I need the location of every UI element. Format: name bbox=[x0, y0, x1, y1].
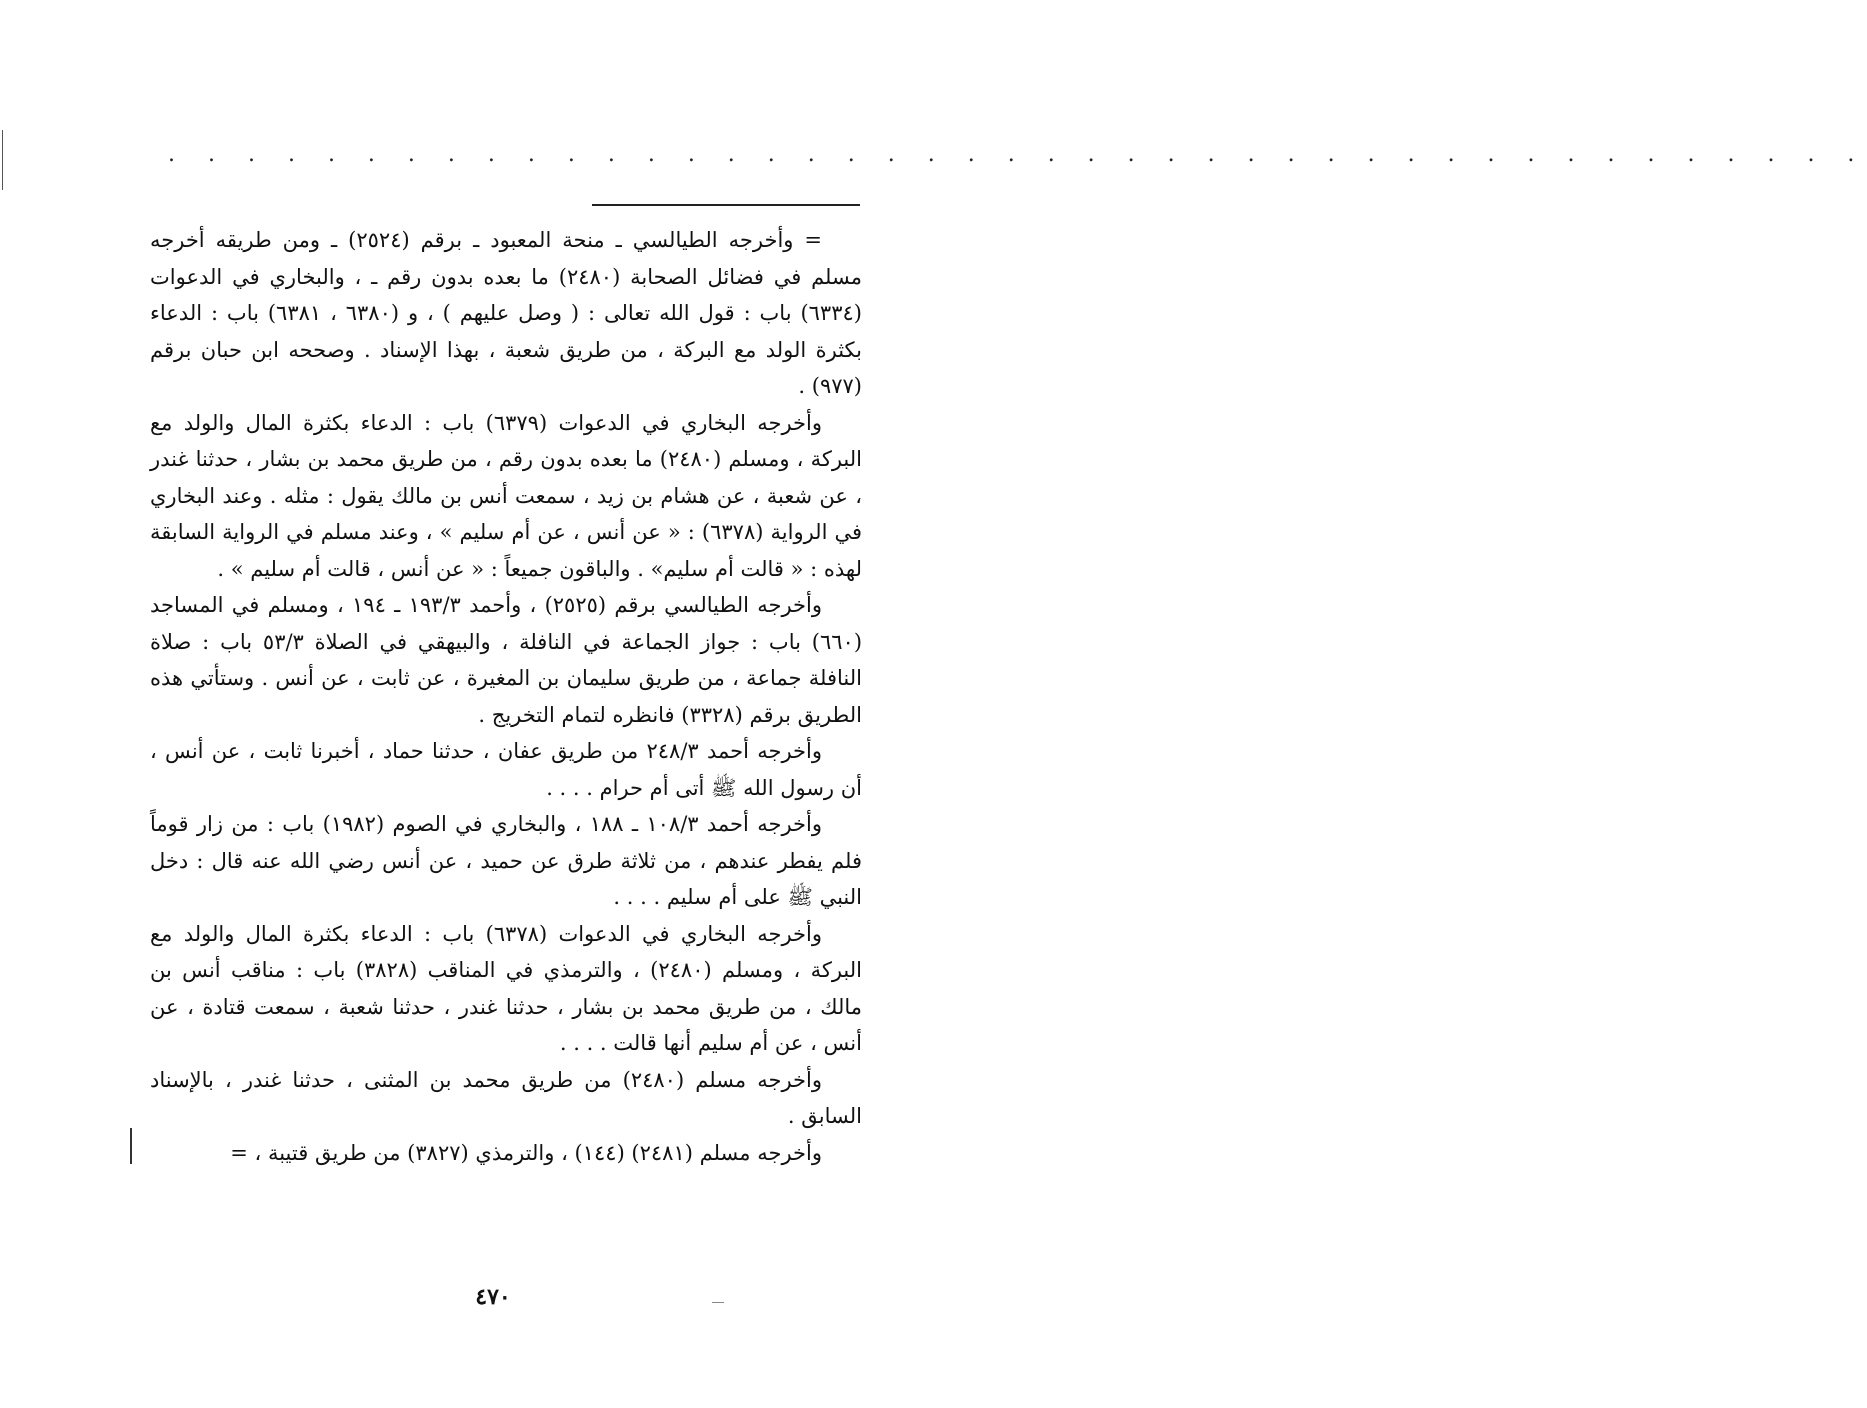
footnote-paragraph: وأخرجه أحمد ١٠٨/٣ ـ ١٨٨ ، والبخاري في الصوم (١٩٨٢) باب : من زار قوماً فلم يفطر عندهم ، من ثلاثة طرق عن حميد ، عن أنس رضي الله عنه قال : دخل النبي ﷺ على أم سليم . . . . bbox=[150, 812, 862, 909]
page-number: ٤٧٠ bbox=[475, 1284, 511, 1310]
separator-dots: . . . . . . . . . . . . . . . . . . . . . . . . . . . . . . . . . . . . . . . . . . . bbox=[168, 142, 1867, 167]
footnotes-block bbox=[150, 222, 862, 1171]
margin-mark bbox=[130, 1128, 132, 1164]
footnote-paragraph: وأخرجه البخاري في الدعوات (٦٣٧٩) باب : الدعاء بكثرة المال والولد مع البركة ، ومسلم (٢٤٨٠) ما بعده بدون رقم ، من طريق محمد بن بشار ، حدثنا غندر ، عن شعبة ، عن هشام بن زيد ، سمعت أنس بن مالك يقول : مثله . وعند البخاري في الرواية (٦٣٧٨) : « عن أنس ، عن أم سليم » ، وعند مسلم في الرواية السابقة لهذه : « قالت أم سليم» . والباقون جميعاً : « عن أنس ، قالت أم سليم » . bbox=[150, 410, 863, 581]
footnote-paragraph: = وأخرجه الطيالسي ـ منحة المعبود ـ برقم (٢٥٢٤) ـ ومن طريقه أخرجه مسلم في فضائل الصحابة (٢٤٨٠) ما بعده بدون رقم ـ ، والبخاري في الدعوات (٦٣٣٤) باب : قول الله تعالى : ( وصل عليهم ) ، و (٦٣٨٠ ، ٦٣٨١) باب : الدعاء بكثرة الولد مع البركة ، من طريق شعبة ، بهذا الإسناد . وصححه ابن حبان برقم (٩٧٧) . bbox=[150, 228, 862, 398]
footnote-paragraph: وأخرجه مسلم (٢٤٨١) (١٤٤) ، والترمذي (٣٨٢٧) من طريق قتيبة ، = bbox=[230, 1140, 822, 1165]
scan-speck bbox=[712, 1302, 724, 1303]
footnote-paragraph: وأخرجه الطيالسي برقم (٢٥٢٥) ، وأحمد ١٩٣/٣ ـ ١٩٤ ، ومسلم في المساجد (٦٦٠) باب : جواز الجماعة في النافلة ، والبيهقي في الصلاة ٥٣/٣ باب : صلاة النافلة جماعة ، من طريق سليمان بن المغيرة ، عن ثابت ، عن أنس . وستأتي هذه الطريق برقم (٣٣٢٨) فانظره لتمام التخريج . bbox=[150, 593, 863, 727]
scan-edge-mark bbox=[2, 130, 3, 190]
footnote-rule bbox=[592, 204, 860, 206]
footnote-paragraph: وأخرجه مسلم (٢٤٨٠) من طريق محمد بن المثنى ، حدثنا غندر ، بالإسناد السابق . bbox=[150, 1067, 862, 1128]
footnote-paragraph: وأخرجه البخاري في الدعوات (٦٣٧٨) باب : الدعاء بكثرة المال والولد مع البركة ، ومسلم (٢٤٨٠) ، والترمذي في المناقب (٣٨٢٨) باب : مناقب أنس بن مالك ، من طريق محمد بن بشار ، حدثنا غندر ، حدثنا شعبة ، سمعت قتادة ، عن أنس ، عن أم سليم أنها قالت . . . . bbox=[150, 921, 862, 1055]
footnote-paragraph: وأخرجه أحمد ٢٤٨/٣ من طريق عفان ، حدثنا حماد ، أخبرنا ثابت ، عن أنس ، أن رسول الله ﷺ أتى أم حرام . . . . bbox=[150, 739, 862, 800]
